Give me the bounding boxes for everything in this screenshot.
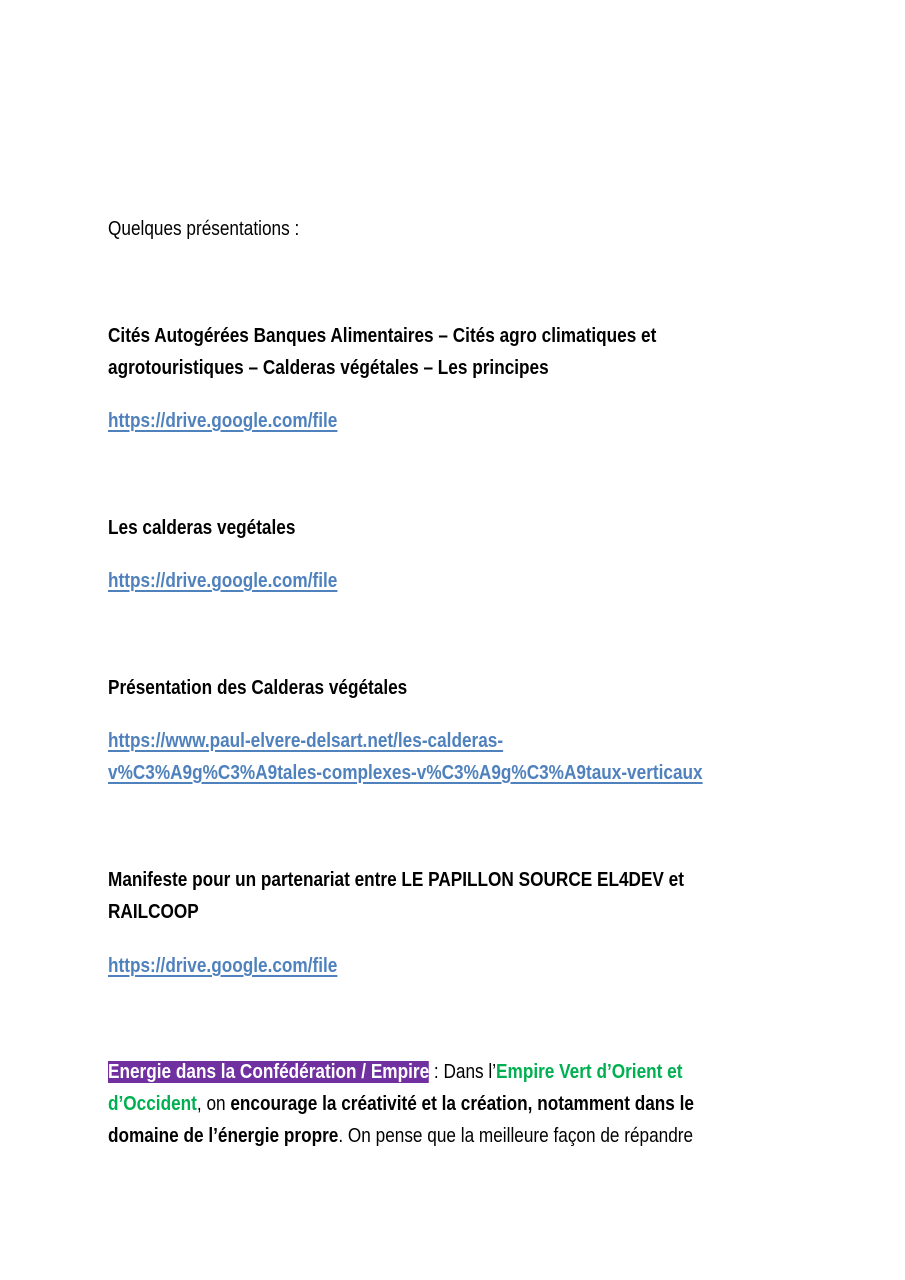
- energy-bold-text-1: encourage la créativité et la création, notamment dans le: [230, 1093, 694, 1115]
- section-2-link[interactable]: https://drive.google.com/file: [108, 570, 338, 592]
- energy-after-highlight: : Dans l’: [429, 1061, 497, 1083]
- section-1-title-line-2: agrotouristiques – Calderas végétales – Les principes: [108, 357, 549, 379]
- section-3-link-block-line-2: [108, 757, 710, 789]
- section-3-link-block-line-1: [108, 725, 710, 757]
- energy-highlight: Energie dans la Confédération / Empire: [108, 1061, 430, 1083]
- energy-tail-text: . On pense que la meilleure façon de répandre: [338, 1125, 694, 1147]
- section-3-link-line-2[interactable]: v%C3%A9g%C3%A9tales-complexes-v%C3%A9g%C3%A9taux-verticaux: [108, 762, 703, 784]
- section-1-link-block: [108, 405, 710, 437]
- section-4-link[interactable]: https://drive.google.com/file: [108, 955, 338, 977]
- energy-bold-text-2: domaine de l’énergie propre: [108, 1125, 339, 1147]
- section-4-link-block: [108, 950, 710, 982]
- section-4-title-line-2: RAILCOOP: [108, 901, 199, 923]
- section-2-title: Les calderas vegétales: [108, 517, 296, 539]
- empire-name-part-1: Empire Vert d’Orient et: [496, 1061, 683, 1083]
- section-3-title: Présentation des Calderas végétales: [108, 677, 408, 699]
- section-1-link[interactable]: https://drive.google.com/file: [108, 410, 338, 432]
- energy-paragraph-line-2: [108, 1088, 710, 1120]
- section-1-title-line-1: Cités Autogérées Banques Alimentaires – Cités agro climatiques et: [108, 325, 657, 347]
- energy-paragraph-line-1: [108, 1056, 710, 1088]
- section-2-link-block: [108, 565, 710, 597]
- section-4-title-line-1: Manifeste pour un partenariat entre LE PAPILLON SOURCE EL4DEV et: [108, 869, 684, 891]
- energy-comma-on: , on: [196, 1093, 231, 1115]
- empire-name-part-2: d’Occident: [108, 1093, 197, 1115]
- intro-text: Quelques présentations :: [108, 218, 300, 240]
- section-3-link-line-1[interactable]: https://www.paul-elvere-delsart.net/les-calderas-: [108, 730, 504, 752]
- energy-paragraph-line-3: [108, 1120, 710, 1152]
